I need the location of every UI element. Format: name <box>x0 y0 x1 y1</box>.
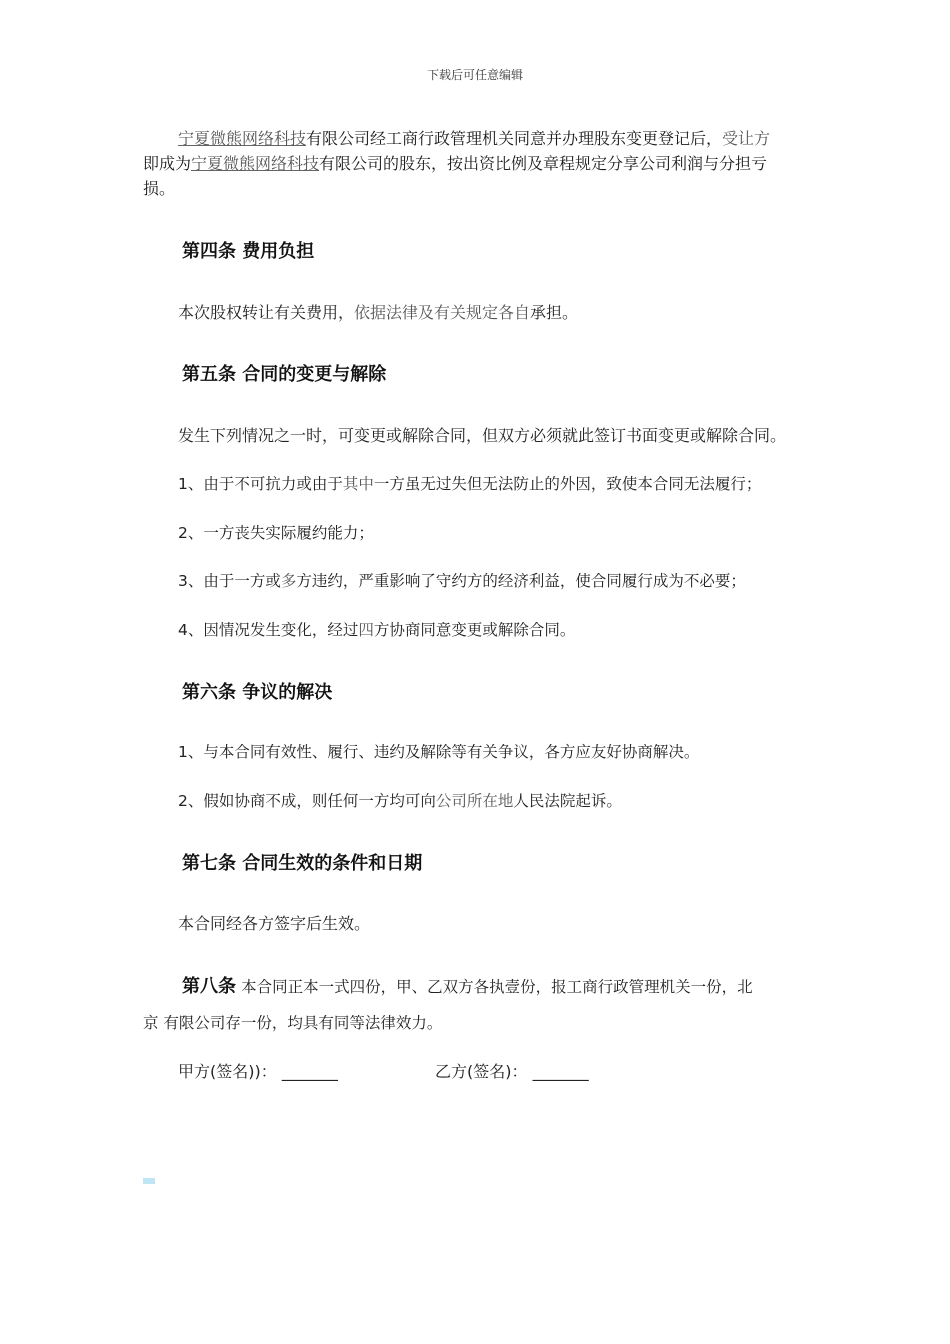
article-4-title: 第四条 费用负担 <box>182 241 315 262</box>
party-a-signature-blank[interactable]: _______ <box>281 1062 338 1081</box>
item-text: 其中 <box>342 475 374 493</box>
signature-party-b <box>435 1059 589 1082</box>
assignee-term: 受让方 <box>722 129 771 148</box>
article-5-item-2: 2、一方丧失实际履约能力； <box>178 524 374 542</box>
article-5-item-4 <box>178 618 575 640</box>
article-8-title: 第八条 <box>182 976 236 997</box>
article-4-text-a: 本次股权转让有关费用， <box>178 303 355 322</box>
company-name-link[interactable]: 宁夏微熊网络科技 <box>191 154 320 173</box>
article-4-body <box>178 300 578 323</box>
intro-line-1 <box>178 126 770 151</box>
company-name-link[interactable]: 宁夏微熊网络科技 <box>178 129 307 148</box>
article-7-body: 本合同经各方签字后生效。 <box>178 914 371 933</box>
article-7-title: 第七条 合同生效的条件和日期 <box>182 853 423 874</box>
item-text: 4、因情况发生变化，经过 <box>178 621 359 639</box>
item-text: 3、由于一方或 <box>178 572 281 590</box>
party-b-label: 乙方(签名)： <box>435 1062 528 1081</box>
item-text: 方协商同意变更或解除合同。 <box>373 621 576 639</box>
article-8-line-1 <box>182 972 753 998</box>
item-text: 方违约，严重影响了守约方的经济利益，使合同履行成为不必要； <box>296 572 746 590</box>
article-4-text-c: 承担。 <box>530 303 579 322</box>
article-6-item-1: 1、与本合同有效性、履行、违约及解除等有关争议，各方应友好协商解决。 <box>178 743 700 761</box>
signature-party-a <box>178 1059 338 1082</box>
article-6-item-2 <box>178 789 622 811</box>
party-b-signature-blank[interactable]: _______ <box>532 1062 589 1081</box>
item-text: 人民法院起诉。 <box>513 792 622 810</box>
intro-line-2 <box>143 151 767 176</box>
article-4-text-b: 依据法律及有关规定各自 <box>354 303 531 322</box>
page-header: 下载后可任意编辑 <box>426 68 523 82</box>
intro-text-3: 有限公司的股东，按出资比例及章程规定分享公司利润与分担亏 <box>319 154 768 173</box>
article-5-title: 第五条 合同的变更与解除 <box>182 364 387 385</box>
article-6-title: 第六条 争议的解决 <box>182 682 333 703</box>
intro-text-2: 即成为 <box>143 154 192 173</box>
item-text: 2、假如协商不成，则任何一方均可向 <box>178 792 436 810</box>
page-marker <box>143 1178 155 1184</box>
party-a-label: 甲方(签名))： <box>178 1062 277 1081</box>
intro-text-1: 有限公司经工商行政管理机关同意并办理股东变更登记后， <box>306 129 723 148</box>
item-text: 一方虽无过失但无法防止的外因，致使本合同无法履行； <box>373 475 762 493</box>
article-8-line-2: 京 有限公司存一份，均具有同等法律效力。 <box>143 1014 443 1032</box>
item-text: 公司所在地 <box>435 792 514 810</box>
article-5-intro: 发生下列情况之一时，可变更或解除合同，但双方必须就此签订书面变更或解除合同。 <box>178 426 787 445</box>
item-text: 1、由于不可抗力或由于 <box>178 475 343 493</box>
article-5-item-1 <box>178 472 761 494</box>
intro-line-3: 损。 <box>143 179 176 198</box>
item-text: 四 <box>358 621 374 639</box>
article-5-item-3 <box>178 569 746 591</box>
item-text: 多 <box>280 572 297 590</box>
article-8-text-1: 本合同正本一式四份，甲、乙双方各执壹份，报工商行政管理机关一份，北 <box>241 978 753 996</box>
